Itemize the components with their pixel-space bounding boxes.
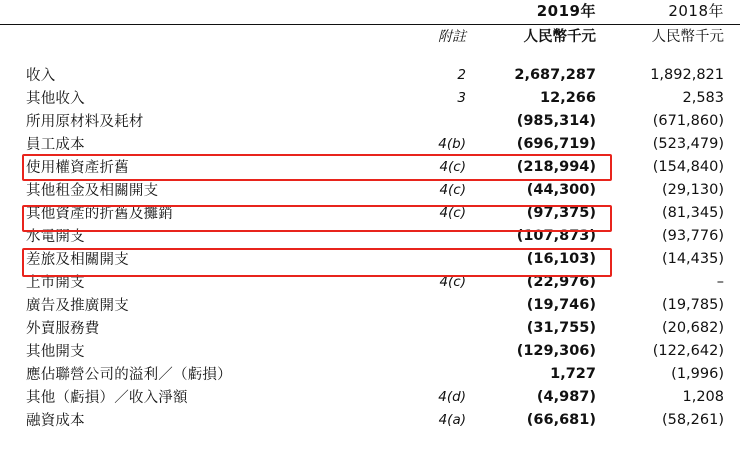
table-row — [0, 178, 740, 201]
column-header-2018-currency: 人民幣千元 — [651, 29, 724, 45]
row-note: 3 — [457, 89, 466, 106]
table-row — [0, 270, 740, 293]
row-value-2018: (122,642) — [652, 342, 724, 359]
header-currency-row — [0, 25, 740, 50]
header-blank-cell — [0, 0, 400, 23]
table-row — [0, 316, 740, 339]
row-note — [400, 247, 474, 270]
row-label: 差旅及相關開支 — [26, 252, 129, 268]
row-note — [400, 109, 474, 132]
row-label: 其他資產的折舊及攤銷 — [26, 206, 173, 222]
row-note — [400, 362, 474, 385]
table-row — [0, 408, 740, 431]
column-header-2019-currency: 人民幣千元 — [523, 29, 596, 45]
row-value-2019: (19,746) — [526, 296, 596, 313]
row-note: 4(a) — [438, 411, 466, 428]
row-label: 收入 — [26, 68, 56, 84]
table-row — [0, 339, 740, 362]
header-year-row — [0, 0, 740, 23]
row-value-2018: (81,345) — [661, 204, 724, 221]
row-value-2019: 1,727 — [550, 365, 596, 382]
table-row — [0, 247, 740, 270]
row-value-2019: (31,755) — [526, 319, 596, 336]
table-header — [0, 0, 740, 63]
row-value-2018: – — [716, 273, 724, 290]
row-note — [400, 316, 474, 339]
row-value-2019: (107,873) — [516, 227, 596, 244]
row-note: 4(d) — [438, 388, 466, 405]
row-note: 4(c) — [439, 181, 466, 198]
table-row — [0, 293, 740, 316]
row-value-2018: (14,435) — [661, 250, 724, 267]
table-row — [0, 155, 740, 178]
table-row — [0, 362, 740, 385]
row-value-2018: (20,682) — [661, 319, 724, 336]
row-value-2019: 2,687,287 — [514, 66, 596, 83]
row-note: 2 — [457, 66, 466, 83]
table-row — [0, 201, 740, 224]
row-value-2019: (985,314) — [516, 112, 596, 129]
table-body — [0, 63, 740, 431]
row-value-2018: (1,996) — [671, 365, 724, 382]
row-value-2018: (58,261) — [661, 411, 724, 428]
row-value-2018: 2,583 — [682, 89, 724, 106]
row-value-2019: (16,103) — [526, 250, 596, 267]
table-row — [0, 385, 740, 408]
header-blank-note-cell — [400, 0, 474, 23]
row-value-2019: (696,719) — [516, 135, 596, 152]
table-row — [0, 63, 740, 86]
table-row — [0, 224, 740, 247]
row-value-2019: 12,266 — [540, 89, 596, 106]
row-value-2018: (154,840) — [652, 158, 724, 175]
table-row — [0, 86, 740, 109]
row-value-2018: (523,479) — [652, 135, 724, 152]
header-spacer-cell — [0, 49, 740, 63]
table-row — [0, 132, 740, 155]
row-label: 外賣服務費 — [26, 321, 100, 337]
header-blank-cell-2 — [0, 25, 400, 50]
row-label: 其他（虧損）／收入淨額 — [26, 390, 188, 406]
row-value-2018: (671,860) — [652, 112, 724, 129]
row-note — [400, 224, 474, 247]
row-label: 廣告及推廣開支 — [26, 298, 129, 314]
row-value-2018: (93,776) — [661, 227, 724, 244]
row-value-2019: (97,375) — [526, 204, 596, 221]
row-label: 其他收入 — [26, 91, 85, 107]
row-note: 4(c) — [439, 204, 466, 221]
row-label: 使用權資產折舊 — [26, 160, 129, 176]
row-note — [400, 293, 474, 316]
row-label: 其他開支 — [26, 344, 85, 360]
row-value-2018: 1,892,821 — [650, 66, 724, 83]
row-label: 所用原材料及耗材 — [26, 114, 144, 130]
row-value-2018: (19,785) — [661, 296, 724, 313]
row-label: 員工成本 — [26, 137, 85, 153]
row-note — [400, 339, 474, 362]
row-value-2019: (129,306) — [516, 342, 596, 359]
row-label: 其他租金及相關開支 — [26, 183, 159, 199]
row-value-2019: (218,994) — [516, 158, 596, 175]
row-value-2019: (44,300) — [526, 181, 596, 198]
row-value-2019: (66,681) — [526, 411, 596, 428]
header-spacer — [0, 49, 740, 63]
row-note: 4(b) — [438, 135, 466, 152]
row-label: 水電開支 — [26, 229, 85, 245]
column-header-2018-year: 2018年 — [668, 2, 724, 20]
row-value-2019: (4,987) — [536, 388, 596, 405]
row-value-2018: 1,208 — [682, 388, 724, 405]
row-label: 應佔聯營公司的溢利／（虧損） — [26, 367, 232, 383]
column-header-note: 附註 — [438, 29, 466, 45]
row-label: 上市開支 — [26, 275, 85, 291]
row-note: 4(c) — [439, 158, 466, 175]
row-note: 4(c) — [439, 273, 466, 290]
table-row — [0, 109, 740, 132]
row-value-2018: (29,130) — [661, 181, 724, 198]
column-header-2019-year: 2019年 — [536, 2, 596, 20]
row-label: 融資成本 — [26, 413, 85, 429]
row-value-2019: (22,976) — [526, 273, 596, 290]
